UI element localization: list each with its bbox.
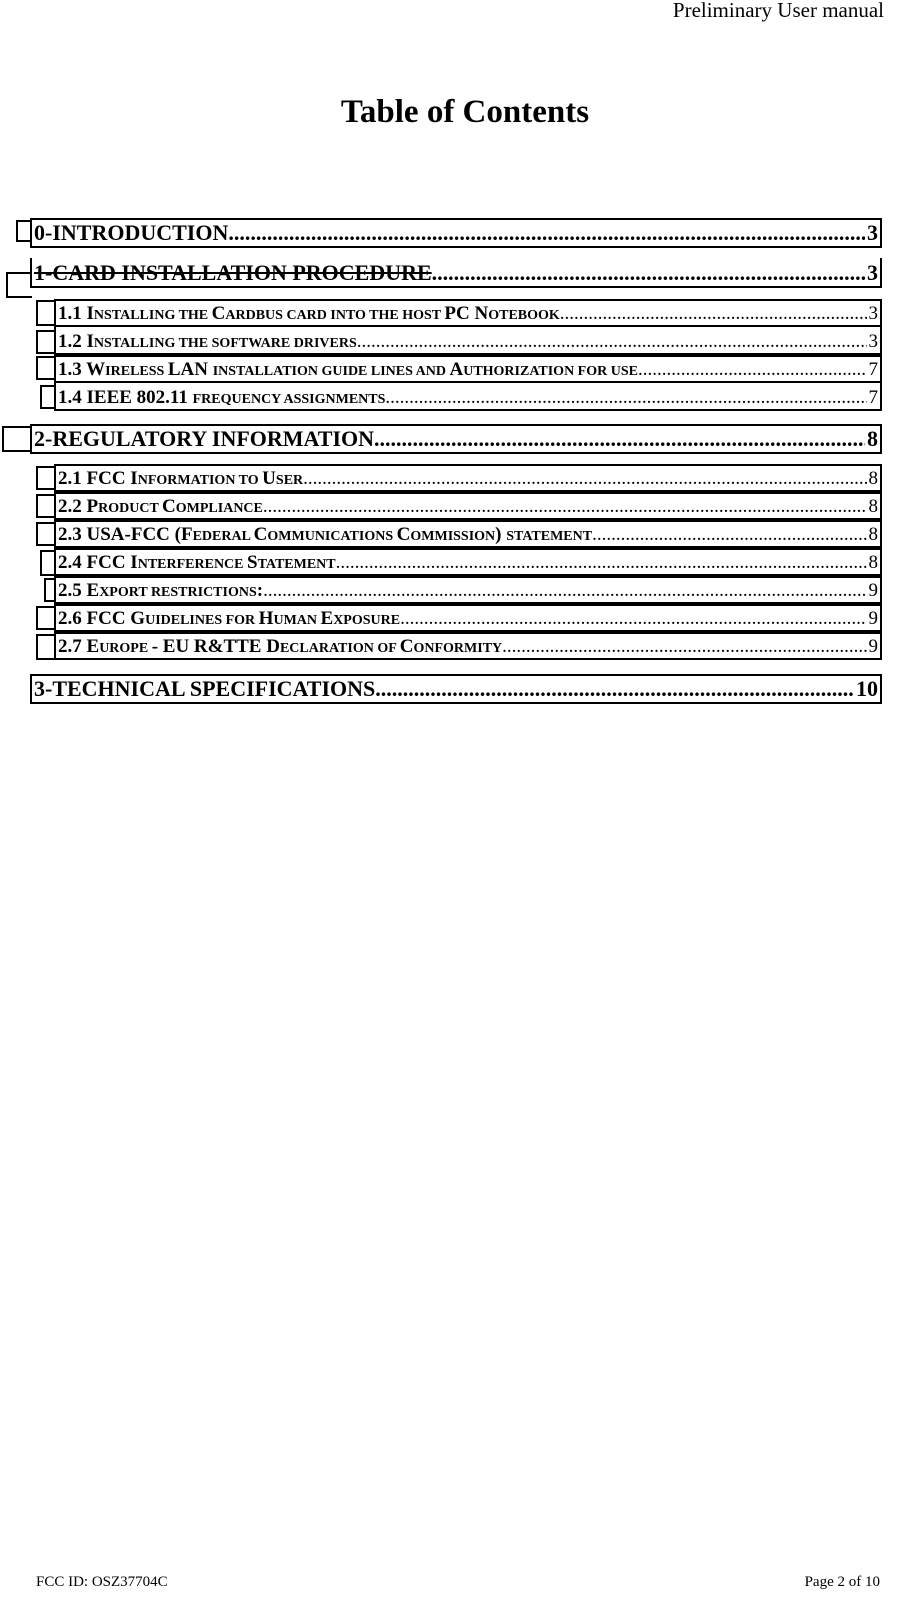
toc-entry[interactable]: [54, 548, 882, 576]
toc-entry-page: 8: [868, 524, 878, 545]
page-number-footer: Page 2 of 10: [804, 1574, 880, 1590]
toc-marker: [36, 330, 56, 354]
toc-entry[interactable]: [54, 576, 882, 604]
toc-entry-page: 7: [868, 387, 878, 408]
toc-entry-label: 2.3 USA-FCC (FEDERAL COMMUNICATIONS COMMISSION) STATEMENT: [58, 524, 593, 545]
toc-entry-label: 2.4 FCC INTERFERENCE STATEMENT: [58, 552, 336, 573]
toc-marker: [6, 272, 32, 298]
toc-leader-dots: [502, 636, 866, 658]
toc-entry-page: 8: [868, 496, 878, 517]
toc-entry[interactable]: [54, 327, 882, 355]
toc-entry-page: 10: [856, 676, 878, 701]
toc-entry[interactable]: [30, 424, 882, 454]
running-header: Preliminary User manual: [672, 0, 884, 22]
toc-entry-label: 2.5 EXPORT RESTRICTIONS:: [58, 580, 264, 601]
toc-entry[interactable]: [54, 520, 882, 548]
toc-entry-label: 2.1 FCC INFORMATION TO USER: [58, 468, 304, 489]
toc-entry[interactable]: [54, 355, 882, 383]
toc-entry-page: 3: [868, 331, 878, 352]
toc-entry-label: 0-INTRODUCTION: [34, 220, 229, 245]
toc-entry-page: 9: [868, 580, 878, 601]
toc-entry-label: 1.4 IEEE 802.11 FREQUENCY ASSIGNMENTS: [58, 387, 386, 408]
toc-marker: [36, 634, 56, 660]
toc-entry-label: 1.3 WIRELESS LAN INSTALLATION GUIDE LINES AND AUTHORIZATION FOR USE: [58, 359, 638, 380]
toc-leader-dots: [263, 580, 866, 602]
toc-leader-dots: [375, 676, 854, 702]
toc-entry-label: 2.2 PRODUCT COMPLIANCE: [58, 496, 263, 517]
toc-leader-dots: [228, 220, 865, 246]
toc-leader-dots: [385, 387, 866, 409]
toc-entry[interactable]: [30, 258, 882, 288]
toc-leader-dots: [303, 468, 866, 490]
toc-entry[interactable]: [30, 218, 882, 248]
toc-leader-dots: [263, 496, 867, 518]
toc-entry-page: 3: [867, 260, 878, 285]
toc-entry[interactable]: [30, 674, 882, 704]
page-title: Table of Contents: [340, 94, 590, 130]
toc-entry-label: 2-REGULATORY INFORMATION: [34, 426, 375, 451]
toc-entry[interactable]: [54, 604, 882, 632]
toc-marker: [36, 356, 56, 380]
toc-marker: [2, 426, 32, 452]
toc-marker: [36, 494, 56, 518]
toc-entry[interactable]: [54, 383, 882, 411]
toc-entry-page: 9: [868, 608, 878, 629]
toc-leader-dots: [400, 608, 866, 630]
toc-entry-label: 1.1 INSTALLING THE CARDBUS CARD INTO THE HOST PC NOTEBOOK: [58, 303, 560, 324]
toc-leader-dots: [336, 552, 867, 574]
toc-leader-dots: [432, 260, 865, 286]
toc-leader-dots: [374, 426, 865, 452]
toc-leader-dots: [592, 524, 866, 546]
toc-entry-page: 8: [868, 468, 878, 489]
toc-leader-dots: [357, 331, 867, 353]
toc-entry[interactable]: [54, 492, 882, 520]
toc-marker: [36, 300, 56, 326]
toc-entry-label: 2.6 FCC GUIDELINES FOR HUMAN EXPOSURE: [58, 608, 401, 629]
toc-entry-label: 2.7 EUROPE - EU R&TTE DECLARATION OF CONFORMITY: [58, 636, 503, 657]
toc-entry-label: 1-CARD INSTALLATION PROCEDURE: [34, 260, 432, 285]
toc-leader-dots: [560, 303, 867, 325]
toc-marker: [36, 466, 56, 490]
fcc-id-footer: FCC ID: OSZ37704C: [36, 1574, 168, 1590]
toc-marker: [36, 606, 56, 630]
toc-entry-label: 3-TECHNICAL SPECIFICATIONS: [34, 676, 376, 701]
toc-entry[interactable]: [54, 299, 882, 327]
toc-entry-page: 8: [868, 552, 878, 573]
toc-entry-page: 8: [867, 426, 878, 451]
toc-entry-page: 9: [868, 636, 878, 657]
toc-entry-page: 7: [868, 359, 878, 380]
toc-entry-page: 3: [867, 220, 878, 245]
toc-marker: [36, 522, 56, 546]
toc-entry-label: 1.2 INSTALLING THE SOFTWARE DRIVERS: [58, 331, 357, 352]
toc-leader-dots: [638, 359, 867, 381]
toc-entry-page: 3: [868, 303, 878, 324]
toc-entry[interactable]: [54, 632, 882, 660]
toc-entry[interactable]: [54, 464, 882, 492]
